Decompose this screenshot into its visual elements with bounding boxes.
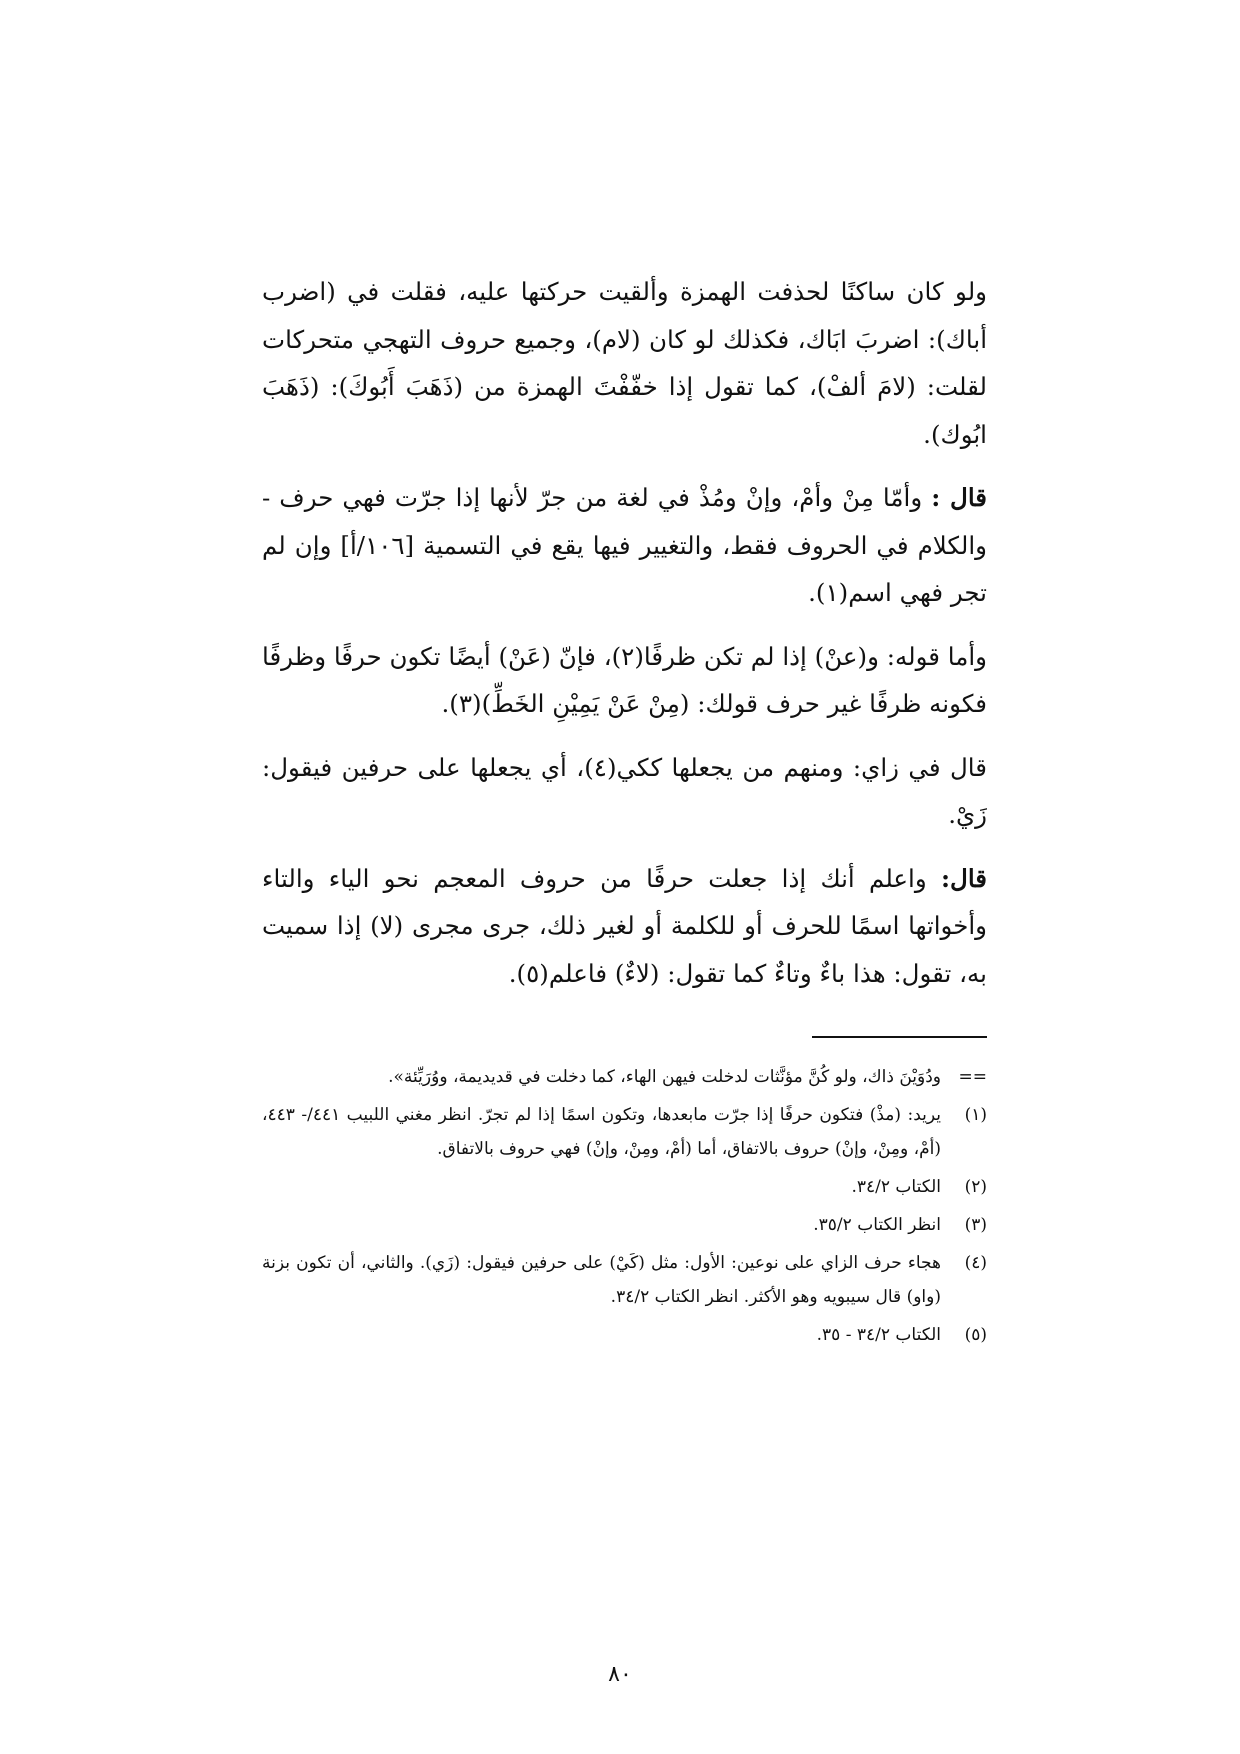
footnote-text: الكتاب ٣٤/٢. (851, 1177, 941, 1197)
footnote (262, 1246, 987, 1314)
footnote-text: الكتاب ٣٤/٢ - ٣٥. (816, 1325, 941, 1345)
footnote-number: (٥) (964, 1325, 987, 1345)
paragraph-text: وأمّا مِنْ وأمْ، وإنْ ومُذْ في لغة من جرّ لأنها إذا جرّت فهي حرف - والكلام في الحروف فقط، والتغيير فيها يقع في التسمية [١٠٦/أ] وإن لم تجر فهي اسم(١). (262, 483, 987, 607)
paragraph-text: وأما قوله: و(عنْ) إذا لم تكن ظرفًا(٢)، فإنّ (عَنْ) أيضًا تكون حرفًا وظرفًا فكونه ظرفًا غير حرف قولك: (مِنْ عَنْ يَمِيْنِ الخَطِّ)(٣). (262, 641, 987, 718)
page-number: ٨٠ (608, 1662, 632, 1687)
paragraph-text: واعلم أنك إذا جعلت حرفًا من حروف المعجم نحو الياء والتاء وأخواتها اسمًا للحرف أو للكلمة أو لغير ذلك، جرى مجرى (لا) إذا سميت به، تقول: هذا باءٌ وتاءٌ كما تقول: (لاءٌ) فاعلم(٥). (262, 863, 987, 988)
paragraph-text: قال في زاي: ومنهم من يجعلها ككي(٤)، أي يجعلها على حرفين فيقول: زَيْ. (262, 752, 987, 829)
footnote (262, 1060, 987, 1094)
footnote (262, 1170, 987, 1204)
footnote-number: (٤) (964, 1253, 987, 1273)
footnote-text: يريد: (مذْ) فتكون حرفًا إذا جرّت مابعدها، وتكون اسمًا إذا لم تجرّ. انظر مغني اللبيب ٤٤١/- ٤٤٣، (أمْ، ومِنْ، وإنْ) حروف بالاتفاق، أما (أمْ، ومِنْ، وإنْ) فهي حروف بالاتفاق. (262, 1105, 941, 1159)
paragraph (262, 633, 987, 728)
paragraph (262, 474, 987, 617)
paragraph-lead: قال : (931, 483, 987, 512)
footnote (262, 1318, 987, 1352)
footnote (262, 1208, 987, 1242)
paragraph-text: ولو كان ساكنًا لحذفت الهمزة وألقيت حركتها عليه، فقلت في (اضرب أباك): اضربَ ابَاك، فكذلك لو كان (لام)، وجميع حروف التهجي متحركات لقلت: (لامَ ألفْ)، كما تقول إذا خفّفْتَ الهمزة من (ذَهَبَ أَبُوكَ): (ذَهَبَ ابُوك). (262, 277, 987, 449)
footnote (262, 1098, 987, 1166)
paragraph (262, 855, 987, 998)
footnote-number: (١) (964, 1105, 987, 1125)
footnote-number: (٢) (964, 1177, 987, 1197)
paragraph (262, 268, 987, 458)
footnote-number: (٣) (964, 1215, 987, 1235)
footnote-text: ودُوَيْنَ ذاك، ولو كُنَّ مؤنَّثات لدخلت فيهن الهاء، كما دخلت في قديديمة، ووُرَيِّئة». (388, 1067, 941, 1087)
paragraph (262, 744, 987, 839)
main-text (262, 268, 987, 1013)
footnote-number: == (958, 1067, 987, 1087)
paragraph-lead: قال: (940, 863, 987, 893)
footnotes (262, 1060, 987, 1356)
footnote-text: هجاء حرف الزاي على نوعين: الأول: مثل (كَيْ) على حرفين فيقول: (زَي). والثاني، أن تكون بزنة (واو) قال سيبويه وهو الأكثر. انظر الكتاب ٣٤/٢. (262, 1253, 941, 1307)
footnote-text: انظر الكتاب ٣٥/٢. (813, 1215, 941, 1235)
footnote-separator (812, 1036, 987, 1038)
